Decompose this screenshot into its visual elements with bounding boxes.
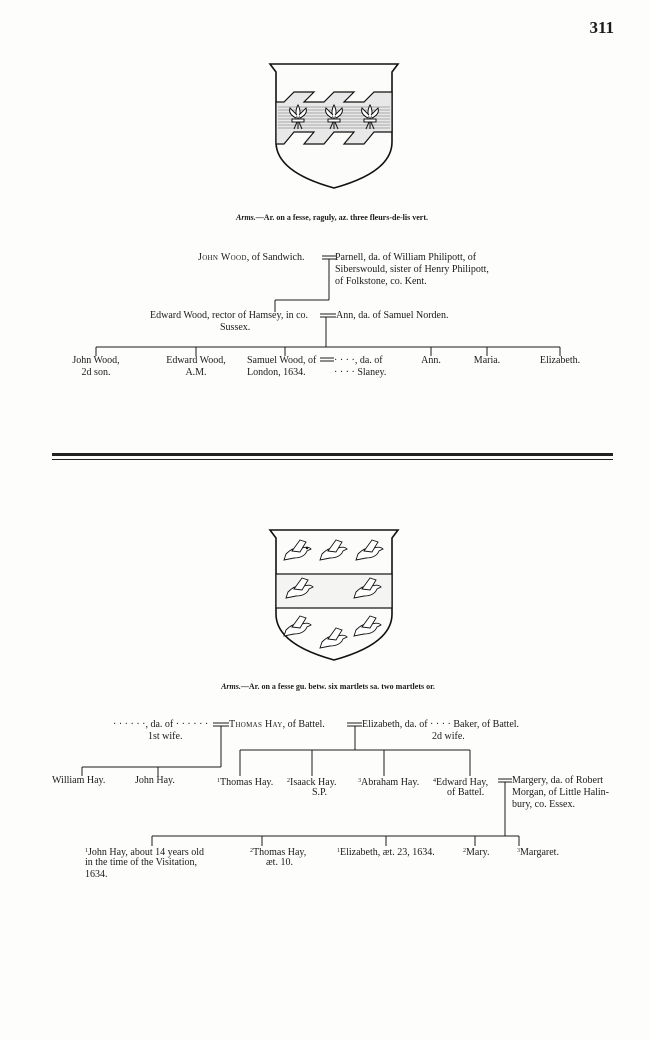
wood-arms-caption [236,213,428,222]
hay-child-abraham-name: Abraham Hay. [361,777,420,788]
hay-child-thomas-num: 1 [217,778,220,784]
wood-child-samuel-2: London, 1634. [247,367,306,378]
hay-gc-mary-num: 2 [463,848,466,854]
hay-arms-label: Arms. [221,682,241,691]
wood-parnell-line2: Siberswould, sister of Henry Philipott, [335,264,489,275]
hay-child-william: William Hay. [52,775,106,786]
hay-gc-mary [463,845,490,859]
wood-coat-of-arms [268,62,400,190]
hay-gc-john-3: 1634. [85,869,108,880]
wood-child-edward-2: A.M. [185,367,207,378]
section-divider-thick [52,453,613,456]
wood-child-john-2: 2d son. [81,367,111,378]
wood-samuel-wife-1: · · · ·, da. of [334,355,383,366]
wood-john-name: John Wood [198,252,247,263]
hay-gc-thomas-line1: Thomas Hay, [253,847,307,858]
hay-gc-margaret [517,845,559,859]
hay-coat-of-arms [268,528,400,662]
hay-child-abraham-num: 3 [358,778,361,784]
hay-child-isaack-sp: S.P. [312,787,328,798]
wood-edward-line1: Edward Wood, rector of Hamsey, in co. [150,310,309,321]
hay-second-wife-1: Elizabeth, da. of · · · · Baker, of Battel. [362,719,520,730]
wood-child-maria: Maria. [473,355,501,366]
wood-child-ann: Ann. [421,355,441,366]
hay-gc-john-num: 1 [85,848,88,854]
hay-child-thomas [217,775,273,789]
wood-parnell-line1: Parnell, da. of William Philipott, of [335,252,477,263]
hay-child-edward-num: 4 [433,778,436,784]
wood-arms-label: Arms. [236,213,256,222]
section-divider-thin [52,459,613,460]
hay-gc-margaret-line1: Margaret. [520,847,559,858]
hay-second-wife-2: 2d wife. [432,731,465,742]
wood-ann-norden: Ann, da. of Samuel Norden. [336,310,449,321]
hay-gc-elizabeth-line1: Elizabeth, æt. 23, 1634. [340,847,435,858]
hay-thomas-suffix: , of Battel. [282,719,325,730]
wood-parnell-line3: of Folkstone, co. Kent. [335,276,427,287]
wood-john [198,252,304,264]
wood-child-john-1: John Wood, [72,355,120,366]
hay-child-isaack-num: 2 [287,778,290,784]
hay-first-wife-2: 1st wife. [148,731,183,742]
hay-thomas [229,719,325,731]
page-number: 311 [589,18,614,37]
hay-margery-1: Margery, da. of Robert [512,775,604,786]
hay-first-wife-1: · · · · · ·, da. of · · · · · · [113,719,209,730]
hay-gc-margaret-num: 3 [517,848,520,854]
hay-gc-elizabeth [337,845,435,859]
wood-child-samuel-1: Samuel Wood, of [247,355,317,366]
hay-margery-2: Morgan, of Little Halin- [512,787,610,798]
hay-arms-text: —Ar. on a fesse gu. betw. six martlets sa. two martlets or. [240,682,435,691]
hay-child-edward-name: Edward Hay, [436,777,489,788]
hay-gc-mary-line1: Mary. [466,847,490,858]
hay-thomas-name: Thomas Hay [229,719,283,730]
hay-gc-elizabeth-num: 1 [337,848,340,854]
hay-child-edward-2: of Battel. [447,787,485,798]
wood-samuel-wife-2: · · · · Slaney. [334,367,387,378]
hay-arms-caption [221,682,435,691]
hay-gc-thomas-2: æt. 10. [266,857,293,868]
wood-child-edward-1: Edward Wood, [166,355,226,366]
wood-child-elizabeth: Elizabeth. [539,355,581,366]
wood-john-suffix: , of Sandwich. [246,252,305,263]
hay-margery-3: bury, co. Essex. [512,799,575,810]
hay-child-thomas-name: Thomas Hay. [220,777,274,788]
hay-gc-john-line1: John Hay, about 14 years old [88,847,204,858]
wood-arms-text: —Ar. on a fesse, raguly, az. three fleurs-de-lis vert. [255,213,428,222]
hay-gc-thomas-num: 2 [250,848,253,854]
hay-gc-john-2: in the time of the Visitation, [85,857,197,868]
hay-child-john: John Hay. [135,775,175,786]
hay-child-abraham [358,775,419,789]
wood-edward-line2: Sussex. [220,322,251,333]
hay-child-isaack-name: Isaack Hay. [290,777,337,788]
